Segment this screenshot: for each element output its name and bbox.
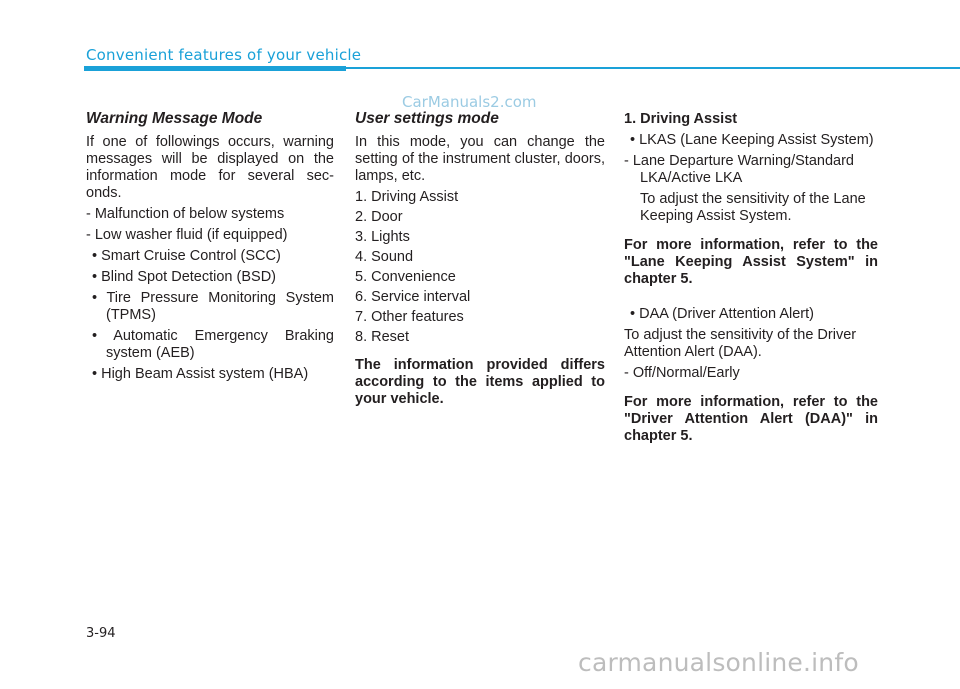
watermark-top: CarManuals2.com [402,93,537,111]
list-item: • Smart Cruise Control (SCC) [92,248,281,264]
daa-reference: For more information, refer to the "Driver Attention Alert (DAA)" in chapter 5. [624,394,878,444]
daa-adjust-text: To adjust the sensitivity of the Driver Attention Alert (DAA). [624,327,857,360]
user-settings-heading: User settings mode [355,110,499,127]
column-middle [355,110,605,412]
lkas-bullet: • LKAS (Lane Keeping Assist System) [630,132,874,148]
warning-intro: If one of followings occurs, warning messages will be displayed on the information mode for several sec-onds. [86,134,334,201]
footer-watermark: carmanualsonline.info [578,648,859,677]
list-item: 3. Lights [355,229,410,245]
list-item: 7. Other features [355,309,464,325]
lkas-dash: - Lane Departure Warning/Standard LKA/Active LKA [624,153,854,186]
list-item: • Automatic Emergency Braking system (AEB) [92,328,334,361]
driving-assist-heading: 1. Driving Assist [624,111,738,127]
list-item: 1. Driving Assist [355,189,459,205]
list-item: 6. Service interval [355,289,471,305]
section-title: Convenient features of your vehicle [86,46,362,64]
lkas-reference: For more information, refer to the "Lane Keeping Assist System" in chapter 5. [624,237,878,287]
daa-options: - Off/Normal/Early [624,365,740,381]
header-rule-line [346,67,960,69]
list-item: • High Beam Assist system (HBA) [92,366,309,382]
user-settings-intro: In this mode, you can change the setting of the instrument cluster, doors, lamps, etc. [355,134,605,184]
list-item: 5. Convenience [355,269,456,285]
lkas-adjust-text: To adjust the sensitivity of the Lane Keeping Assist System. [640,191,866,224]
list-item: 4. Sound [355,249,414,265]
header-accent-bar [84,66,346,71]
daa-bullet: • DAA (Driver Attention Alert) [630,306,814,322]
list-item: • Tire Pressure Monitoring System (TPMS) [92,290,334,323]
column-right [624,110,878,449]
info-note: The information provided differs according to the items applied to your vehicle. [355,357,605,407]
system-bullet-list [86,248,334,383]
column-left [86,110,334,387]
dash-malfunction: - Malfunction of below systems [86,206,285,222]
settings-numbered-list [355,189,605,346]
list-item: • Blind Spot Detection (BSD) [92,269,276,285]
warning-message-heading: Warning Message Mode [86,110,263,127]
page-number: 3-94 [86,626,116,641]
list-item: 8. Reset [355,329,409,345]
list-item: 2. Door [355,209,403,225]
dash-washer: - Low washer fluid (if equipped) [86,227,288,243]
